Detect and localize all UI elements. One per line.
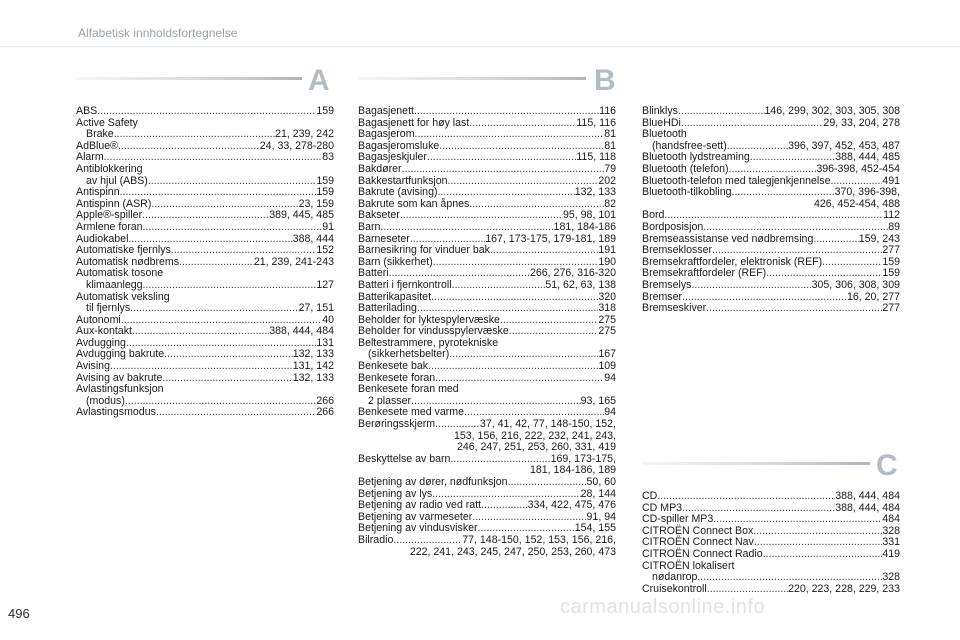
index-entry (642, 584, 900, 596)
index-entry-term: BlueHDi (642, 116, 681, 129)
index-entry-heading: Avlastingsfunksjon (76, 383, 164, 396)
index-entry-pages: 388, 444, 484 (835, 501, 900, 514)
dot-leader (148, 176, 316, 188)
index-entry-pages: 93, 165 (580, 394, 616, 407)
dot-leader (97, 106, 316, 118)
index-entry-term: Beholder for vindusspylervæske (358, 325, 509, 338)
index-entry-pages: 77, 148-150, 152, 153, 156, 216, (462, 533, 616, 546)
index-entry-term: Benkesete foran (358, 371, 436, 384)
index-entries-a (76, 106, 334, 419)
index-entry-pages: 132, 133 (292, 371, 334, 384)
section-letter-a: A (308, 64, 330, 97)
index-entry-term: Bluetooth-telefon med talegjenkjennelse (642, 174, 831, 187)
index-entry-term: CITROËN Connect Radio (642, 547, 763, 560)
index-entry-heading: Antiblokkering (76, 162, 143, 175)
index-entry-term: Antispinn (76, 186, 120, 199)
dot-leader (428, 361, 598, 373)
index-entry (642, 280, 900, 292)
index-entry-term: 2 plasser (368, 394, 411, 407)
heading-bar (358, 77, 586, 80)
index-entry-pages: 115, 116 (576, 116, 616, 129)
index-entry-term: CD-spiller MP3 (642, 513, 714, 526)
index-entry-term: Betjening av vindusvisker (358, 522, 478, 535)
index-entry (642, 245, 900, 257)
index-entry-term: Apple®-spiller (76, 209, 143, 222)
index-entry-term: Benkesete med varme (358, 406, 464, 419)
index-entry-pages: 328 (882, 571, 900, 584)
section-heading-b (358, 64, 616, 100)
index-entry-pages: 28, 144 (580, 487, 616, 500)
dot-leader (435, 373, 604, 385)
index-entry-term: Bremseskiver (642, 302, 707, 315)
index-entry (642, 572, 900, 584)
index-entry-pages: 220, 223, 228, 229, 233 (788, 582, 900, 595)
index-entry-term: Bluetooth-tilkobling (642, 186, 732, 199)
index-entry-term: Bluetooth (telefon) (642, 162, 729, 175)
index-entry-pages: 396-398, 452-454 (816, 162, 900, 175)
section-heading-c (642, 449, 900, 485)
dot-leader (763, 549, 883, 561)
dot-leader (164, 349, 293, 361)
index-entry-term: Bremselys (642, 278, 692, 291)
dot-leader (400, 210, 563, 222)
index-section-c (642, 449, 900, 595)
index-entry-heading: Bluetooth (642, 128, 687, 141)
dot-leader (697, 572, 882, 584)
dot-leader (427, 152, 576, 164)
heading-bar (642, 462, 870, 465)
index-entry-term: Autonomi (76, 313, 121, 326)
column-spacer (642, 70, 900, 106)
index-entry-term: Avdugging bakrute (76, 348, 165, 361)
index-entry-pages: 16, 20, 277 (846, 290, 900, 303)
index-entry-term: Betjening av varmeseter (358, 510, 473, 523)
dot-leader (822, 257, 882, 269)
dot-leader (691, 280, 811, 292)
index-entry-pages: 23, 159 (298, 197, 334, 210)
dot-leader (682, 292, 847, 304)
index-entry-pages: 89 (888, 220, 900, 233)
index-entry-pages: 419 (882, 547, 900, 560)
index-entry-term: Bremseassistanse ved nødbremsing (642, 232, 814, 245)
index-entry-term: AdBlue® (76, 139, 118, 152)
index-entry-pages: 277 (882, 244, 900, 257)
index-entry-pages: 79 (604, 162, 616, 175)
index-entry-term: Benkesete bak (358, 360, 429, 373)
index-entry-pages: 388, 444, 484 (835, 490, 900, 502)
index-entry-pages: 169, 173-175, (550, 452, 616, 465)
section-heading-a (76, 64, 334, 100)
index-entry-term: ABS (76, 105, 98, 117)
dot-leader (143, 280, 317, 292)
index-entry-pages: 388, 444, 485 (835, 151, 900, 164)
index-entry-pages: 27, 151 (298, 302, 334, 315)
index-entry-pages: 132, 133 (292, 348, 334, 361)
index-entry (642, 303, 900, 315)
index-entry-pages: 116 (599, 105, 616, 117)
index-entry-term: Batterilading (358, 302, 417, 315)
dot-leader (729, 164, 817, 176)
index-entry (642, 549, 900, 561)
index-entry-term: Batteri i fjernkontroll (358, 278, 452, 291)
index-entry-term: Bagasjenett (358, 105, 414, 117)
index-entry-term: Bagasjeromsluke (358, 139, 440, 152)
index-entry (358, 535, 616, 547)
index-entry-pages: 167 (598, 348, 616, 361)
index-entry-term: Avising (76, 360, 110, 373)
index-entry-heading: Active Safety (76, 116, 138, 129)
index-entry-pages: 181, 184-186 (553, 220, 616, 233)
index-entry-pages: 40 (322, 313, 334, 326)
index-entry-pages: 277 (882, 302, 900, 315)
dot-leader (500, 315, 598, 327)
index-entry-pages: 190 (598, 255, 616, 268)
index-entries-b (358, 106, 616, 558)
index-entry-pages: 159 (316, 174, 334, 187)
index-entry-pages: 159 (316, 186, 334, 199)
index-entry-pages: 115, 118 (576, 151, 616, 164)
index-entry-term: Automatisk nødbrems (76, 255, 180, 268)
index-column-b (358, 64, 616, 558)
index-entry-term: nødanrop (652, 571, 698, 584)
index-entry-pages: 91 (322, 220, 334, 233)
index-entry (642, 187, 900, 199)
dot-leader (657, 491, 835, 503)
dot-leader (132, 326, 269, 338)
index-entry-pages: 21, 239, 241-243 (253, 255, 334, 268)
dot-leader (118, 141, 260, 153)
index-entry (642, 106, 900, 118)
index-entry (642, 222, 900, 234)
dot-leader (753, 526, 882, 538)
index-entry (76, 303, 334, 315)
index-entry-pages: 491 (882, 174, 900, 187)
index-entry-pages: 146, 299, 302, 303, 305, 308 (764, 105, 900, 117)
index-entry-term: til fjernlys (86, 302, 131, 315)
index-entry-pages: 109 (598, 360, 616, 373)
index-entry-pages-continued: 181, 184-186, 189 (529, 464, 616, 477)
index-entry-term: Bremsekraftfordeler (REF) (642, 267, 767, 280)
dot-leader (754, 537, 882, 549)
index-entry-heading: Automatisk veksling (76, 290, 170, 303)
index-entry-term: Armlene foran (76, 220, 143, 233)
index-entry-term: Betjening av lys (358, 487, 433, 500)
dot-leader (143, 222, 323, 234)
index-entry-term: klimaanlegg (86, 278, 143, 291)
index-entry-pages: 132, 133 (574, 186, 616, 199)
index-entry-pages: 21, 239, 242 (275, 128, 334, 141)
dot-leader (732, 187, 835, 199)
section-letter-c: C (876, 449, 898, 482)
index-entry-term: Bakdører (358, 162, 402, 175)
index-entry-pages: 484 (882, 513, 900, 526)
index-entry-term: Blinklys (642, 105, 678, 117)
index-entry-term: Berøringsskjerm (358, 418, 436, 431)
index-entry-pages: 51, 62, 63, 138 (545, 278, 616, 291)
index-entry (76, 187, 334, 199)
index-entry-term: av hjul (ABS) (86, 174, 148, 187)
index-entry (358, 187, 616, 199)
dot-leader (179, 257, 254, 269)
dot-leader (417, 303, 598, 315)
index-entry-pages: 167, 173-175, 179-181, 189 (485, 232, 616, 245)
index-entry-term: (modus) (86, 394, 125, 407)
index-entry-term: Bordposisjon (642, 220, 704, 233)
index-entry-term: CD MP3 (642, 501, 683, 514)
dot-leader (509, 326, 599, 338)
index-entry-term: Audiokabel (76, 232, 129, 245)
index-entry-heading: CITROËN lokalisert (642, 559, 735, 572)
dot-leader (435, 419, 480, 431)
index-entry-term: Bakkestartfunksjon (358, 174, 448, 187)
heading-bar (76, 77, 302, 80)
index-entry-heading: Automatisk tosone (76, 267, 164, 280)
index-entry-term: CD (642, 490, 658, 502)
index-entry-pages: 275 (598, 313, 616, 326)
index-entry-term: Betjening av dører, nødfunksjon (358, 476, 508, 488)
index-entry-pages: 159 (882, 267, 900, 280)
index-entry (358, 280, 616, 292)
dot-leader (681, 118, 824, 130)
index-entry-pages: 331 (882, 536, 900, 549)
index-entry (76, 222, 334, 234)
index-entry-term: Aux-kontakt (76, 325, 132, 338)
index-entry-pages: 94 (604, 406, 616, 419)
index-entry-term: Batterikapasitet (358, 290, 432, 303)
index-entry-term: Bakrute (avising) (358, 186, 438, 199)
index-entry-pages: 388, 444 (292, 232, 334, 245)
index-entry-term: CITROËN Connect Nav (642, 536, 754, 549)
page-header-title: Alfabetisk innholdsfortegnelse (78, 26, 238, 40)
index-entry-term: Antispinn (ASR) (76, 197, 152, 210)
index-entry-pages: 24, 33, 278-280 (259, 139, 334, 152)
index-entry-term: Bord (642, 209, 665, 222)
index-entry-pages: 29, 33, 204, 278 (823, 116, 900, 129)
index-entry-term: Bluetooth lydstreaming (642, 151, 750, 164)
index-entry-pages: 370, 396-398, (834, 186, 900, 199)
index-entry-term: Beholder for lyktespylervæske (358, 313, 500, 326)
dot-leader (813, 234, 858, 246)
index-entry-term: Barn (358, 220, 381, 233)
index-entry-pages: 320 (598, 290, 616, 303)
dot-leader (452, 280, 546, 292)
index-column-a (76, 64, 334, 419)
dot-leader (678, 106, 765, 118)
index-entry-heading: Beltestrammere, pyrotekniske (358, 336, 499, 349)
dot-leader (706, 303, 882, 315)
index-entries-c (642, 491, 900, 595)
index-entry-pages: 388, 444, 484 (269, 325, 334, 338)
index-entry-term: (sikkerhetsbelter) (368, 348, 450, 361)
dot-leader (712, 245, 882, 257)
dot-leader (110, 361, 293, 373)
index-entry (76, 245, 334, 257)
dot-leader (449, 349, 598, 361)
index-entry-pages: 191 (598, 244, 616, 257)
index-entry-term: Bakseter (358, 209, 400, 222)
index-entry (358, 106, 616, 118)
index-entry-pages: 37, 41, 42, 77, 148-150, 152, (479, 418, 616, 431)
index-entry-term: Betjening av radio ved ratt (358, 499, 482, 512)
dot-leader (162, 373, 292, 385)
index-entry-term: Bagasjerom (358, 128, 415, 141)
index-entry-pages: 266 (316, 394, 334, 407)
index-entry-term: Avlastingsmodus (76, 406, 156, 419)
index-entry-term: Bagasjenett for høy last (358, 116, 470, 129)
index-entry-pages: 159 (882, 255, 900, 268)
index-entry-pages: 152 (316, 244, 334, 257)
page-number: 496 (8, 606, 30, 621)
index-entry-pages-continued: 246, 247, 251, 253, 260, 331, 419 (456, 441, 616, 454)
index-entry (76, 280, 334, 292)
dot-leader (707, 584, 788, 596)
index-entry-term: Bagasjeskjuler (358, 151, 427, 164)
section-letter-b: B (594, 64, 616, 97)
dot-leader (469, 118, 576, 130)
index-entry-pages: 95, 98, 101 (562, 209, 616, 222)
header-divider (0, 46, 960, 47)
index-entry-term: Barnesikring for vinduer bak (358, 244, 490, 257)
index-entry-pages: 318 (598, 302, 616, 315)
dot-leader (142, 210, 269, 222)
index-entry-pages: 266 (316, 406, 334, 419)
index-entry (642, 491, 900, 503)
watermark: carmanualsonline.info (560, 596, 766, 618)
index-entry-pages: 81 (604, 139, 616, 152)
dot-leader (508, 477, 587, 489)
index-entry-term: Bilradio (358, 533, 394, 546)
index-entry-pages: 91, 94 (586, 510, 616, 523)
index-entry-term: Batteri (358, 267, 389, 280)
index-entry-pages: 50, 60 (586, 476, 616, 488)
dot-leader (380, 222, 553, 234)
index-entry-term: Avising av bakrute (76, 371, 163, 384)
index-entry-pages: 396, 397, 452, 453, 487 (788, 139, 900, 152)
index-entry-pages: 305, 306, 308, 309 (811, 278, 900, 291)
index-entry-term: Automatiske fjernlys (76, 244, 171, 257)
index-entry-term: Bakrute som kan åpnes (358, 197, 470, 210)
dot-leader (120, 187, 317, 199)
index-entry-term: Bremseklosser (642, 244, 713, 257)
index-entry (358, 222, 616, 234)
index-entry-pages: 82 (604, 197, 616, 210)
dot-leader (431, 292, 598, 304)
index-entry-pages: 112 (883, 209, 900, 222)
dot-leader (415, 129, 605, 141)
index-entry-pages: 127 (316, 278, 334, 291)
index-entry-term: CITROËN Connect Box (642, 524, 754, 537)
index-entry (76, 361, 334, 373)
index-entry (358, 303, 616, 315)
index-entry-term: Barneseter (358, 232, 410, 245)
index-entry-heading: Benkesete foran med (358, 383, 459, 396)
index-entry-term: Brake (86, 128, 114, 141)
dot-leader (114, 129, 275, 141)
index-entry-term: Alarm (76, 151, 104, 164)
dot-leader (156, 407, 316, 419)
index-entry-term: Avdugging (76, 336, 126, 349)
dot-leader (402, 164, 605, 176)
index-entry-term: Bremsekraftfordeler, elektronisk (REF) (642, 255, 823, 268)
index-entry-pages: 334, 422, 475, 476 (527, 499, 616, 512)
index-entries-b-continued (642, 106, 900, 315)
index-entry-pages: 328 (882, 524, 900, 537)
index-entry-pages: 275 (598, 325, 616, 338)
dot-leader (393, 535, 462, 547)
index-entry-pages: 131, 142 (292, 360, 334, 373)
index-entry-pages: 266, 276, 316-320 (529, 267, 616, 280)
index-entry (76, 106, 334, 118)
index-entry-pages: 83 (322, 151, 334, 164)
index-entry (358, 419, 616, 431)
index-entry-pages: 202 (598, 174, 616, 187)
index-entry-pages: 81 (604, 128, 616, 141)
index-entry-term: Beskyttelse av barn (358, 452, 451, 465)
index-entry (358, 245, 616, 257)
index-entry (358, 477, 616, 489)
dot-leader (703, 222, 888, 234)
dot-leader (171, 245, 317, 257)
index-entry-pages: 389, 445, 485 (269, 209, 334, 222)
index-entry-term: (handsfree-sett) (652, 139, 727, 152)
index-entry-pages-continued: 222, 241, 243, 245, 247, 250, 253, 260, 473 (409, 545, 616, 558)
index-entry-pages-continued: 426, 452-454, 488 (813, 197, 900, 210)
index-entry-pages: 131 (316, 336, 334, 349)
index-entry-term: Cruisekontroll (642, 582, 707, 595)
index-entry-pages: 94 (604, 371, 616, 384)
index-entry (76, 141, 334, 153)
index-entry-pages: 154, 155 (574, 522, 616, 535)
index-entry-term: Bremser (642, 290, 683, 303)
dot-leader (130, 303, 298, 315)
dot-leader (481, 500, 528, 512)
index-column-c (642, 70, 900, 315)
index-entry (358, 164, 616, 176)
dot-leader (437, 187, 574, 199)
dot-leader (414, 106, 599, 118)
index-entry-pages: 159, 243 (858, 232, 900, 245)
index-entry-pages-continued: 153, 156, 216, 222, 232, 241, 243, (454, 429, 616, 442)
index-entry (76, 407, 334, 419)
index-entry (358, 361, 616, 373)
index-entry (642, 164, 900, 176)
dot-leader (490, 245, 598, 257)
dot-leader (472, 512, 586, 524)
index-entry-term: Barn (sikkerhet) (358, 255, 433, 268)
index-entry-pages: 159 (316, 105, 334, 117)
